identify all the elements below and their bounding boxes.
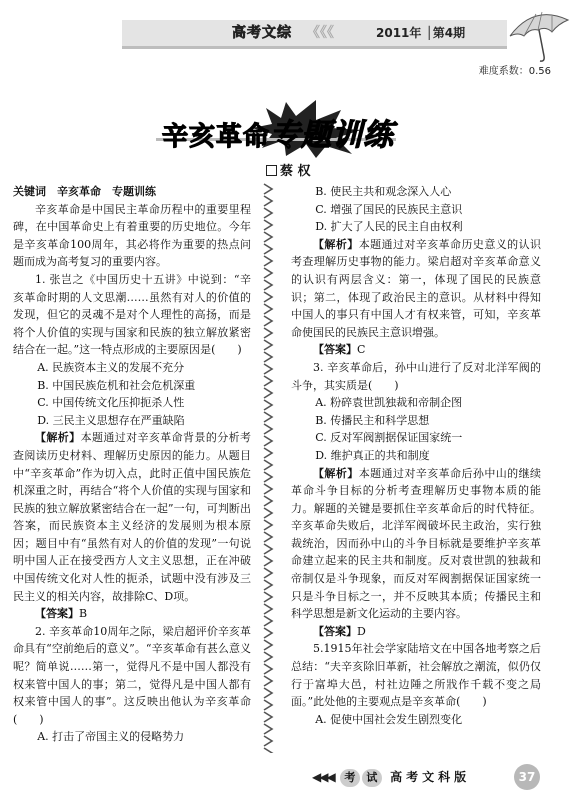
author-line (266, 160, 311, 179)
analysis-label: 【解析】 (313, 237, 359, 251)
left-column (13, 183, 251, 746)
intro-paragraph: 辛亥革命是中国民主革命历程中的重要里程碑，在中国革命史上有着重要的历史地位。今年是辛亥革命100周年，其必将作为重要的热点问题而成为高考复习的重要内容。 (13, 202, 251, 269)
umbrella-icon (506, 6, 572, 64)
title-part-b: 专题训练 (270, 118, 395, 153)
answer-value: C (357, 343, 366, 357)
q3-option-d: D. 维护真正的共和制度 (315, 448, 430, 462)
answer-value: D (357, 624, 366, 638)
page-number: 37 (514, 764, 540, 790)
answer-label: 【答案】 (313, 624, 357, 638)
arrow-left-icon: ◀◀◀ (312, 770, 334, 784)
q2-option-b: B. 使民主共和观念深入人心 (315, 185, 452, 198)
q2-option-c: C. 增强了国民的民族民主意识 (315, 202, 463, 216)
question-2: 2. 辛亥革命10周年之际，梁启超评价辛亥革命具有“空前绝后的意义”。“辛亥革命有甚么意义呢？简单说……第一，觉得凡不是中国人都没有权来管中国人的事；第二，觉得凡是中国人都有权来管中国人的事”。这反映出他认为辛亥革命( ) (13, 624, 251, 726)
answer-label: 【答案】 (35, 607, 79, 621)
analysis-2 (291, 236, 541, 342)
answer-3 (291, 623, 541, 641)
analysis-label: 【解析】 (313, 466, 359, 480)
analysis-text: 本题通过对辛亥革命历史意义的认识考查理解历史事物的能力。梁启超对辛亥革命意义的认识有两层含义：第一，体现了国民的民族意识；第二，体现了政治民主的意识。从材料中得知中国人的事只有中国人才有权来管，可知，辛亥革命使国民的民族民主意识增强。 (291, 237, 542, 339)
right-column (291, 183, 541, 728)
analysis-label: 【解析】 (35, 431, 81, 445)
answer-2 (291, 341, 541, 359)
edition-label: 高考文科版 (390, 770, 471, 784)
chevron-decoration: 《《《 (306, 25, 334, 41)
q5-option-a: A. 促使中国社会发生剧烈变化 (315, 712, 463, 726)
footer-brand (312, 768, 470, 787)
answer-value: B (79, 607, 88, 621)
analysis-1 (13, 429, 251, 605)
magazine-name: 高考文综 (232, 25, 292, 41)
keywords-text: 辛亥革命 专题训练 (57, 185, 156, 198)
analysis-text: 本题通过对辛亥革命背景的分析考查阅读历史材料、理解历史原因的能力。从题目中“辛亥革命”作为切入点，此时正值中国民族危机深重之时，再结合“将个人价值的实现与国家和民族的独立解放紧密结合在一起”一句，可判断出答案，而民族资本主义经济的发展则为根本原因；题目中有“虽然有对人的价值的发现”一句说明中国人正在接受西方人文主义思想，正在冲破中国传统文化对人性的扼杀，试题中没有涉及三民主义的相关内容，故排除C、D项。 (13, 431, 252, 603)
chain-divider (260, 183, 276, 753)
answer-label: 【答案】 (313, 343, 357, 357)
q1-option-c: C. 中国传统文化压抑扼杀人性 (37, 396, 185, 410)
footer-pill-kao: 考 (340, 769, 360, 787)
answer-1 (13, 605, 251, 623)
q3-option-c: C. 反对军阀割据保证国家统一 (315, 431, 463, 445)
title-part-a: 辛亥革命 (162, 122, 271, 152)
q1-option-a: A. 民族资本主义的发展不充分 (37, 360, 185, 374)
q3-option-a: A. 粉碎袁世凯独裁和帝制企图 (315, 396, 463, 410)
q1-option-d: D. 三民主义思想存在严重缺陷 (37, 413, 185, 427)
keywords-line (13, 183, 251, 201)
q2-option-a: A. 打击了帝国主义的侵略势力 (37, 730, 185, 744)
difficulty-coefficient: 难度系数：0.56 (478, 66, 551, 77)
footer-pill-shi: 试 (362, 769, 382, 787)
article-title (162, 110, 394, 154)
keywords-label: 关键词 (13, 185, 46, 198)
analysis-3 (291, 465, 541, 623)
author-name: 蔡 权 (280, 164, 311, 179)
question-5: 5.1915年社会学家陆培文在中国各地考察之后总结：“夫辛亥除旧革新，社会解放之潮流，似仍仅行于富埠大邑，村社边陲之所戕作千载不变之局面。”此处他的主要观点是辛亥革命( ) (291, 642, 541, 709)
header-underline (122, 46, 507, 49)
author-box-icon (266, 165, 277, 176)
issue-label: 2011年 │第4期 (376, 26, 466, 40)
question-3: 3. 辛亥革命后，孙中山进行了反对北洋军阀的斗争，其实质是( ) (291, 360, 541, 392)
q2-option-d: D. 扩大了人民的民主自由权利 (315, 220, 463, 234)
q1-option-b: B. 中国民族危机和社会危机深重 (37, 378, 196, 392)
q3-option-b: B. 传播民主和科学思想 (315, 413, 430, 427)
analysis-text: 本题通过对辛亥革命后孙中山的继续革命斗争目标的分析考查理解历史事物本质的能力。解题的关键是要抓住辛亥革命后的时代特征。辛亥革命失败后，北洋军阀破坏民主政治，实行独裁统治，因而孙中山的斗争目标就是要维护辛亥革命建立起来的民主共和制度。反对袁世凯的独裁和帝制仅是斗争现象，而反对军阀割据保证国家统一只是斗争目标之一，并不反映其本质；传播民主和科学思想是新文化运动的主要内容。 (291, 466, 542, 621)
question-1: 1. 张岂之《中国历史十五讲》中说到：“辛亥革命时期的人文思潮……虽然有对人的价值的发现，但它的灵魂不是对个人理性的高扬，而是将个人价值的实现与国家和民族的独立解放紧密结合在一起。”这一特点形成的主要原因是( ) (13, 272, 251, 357)
